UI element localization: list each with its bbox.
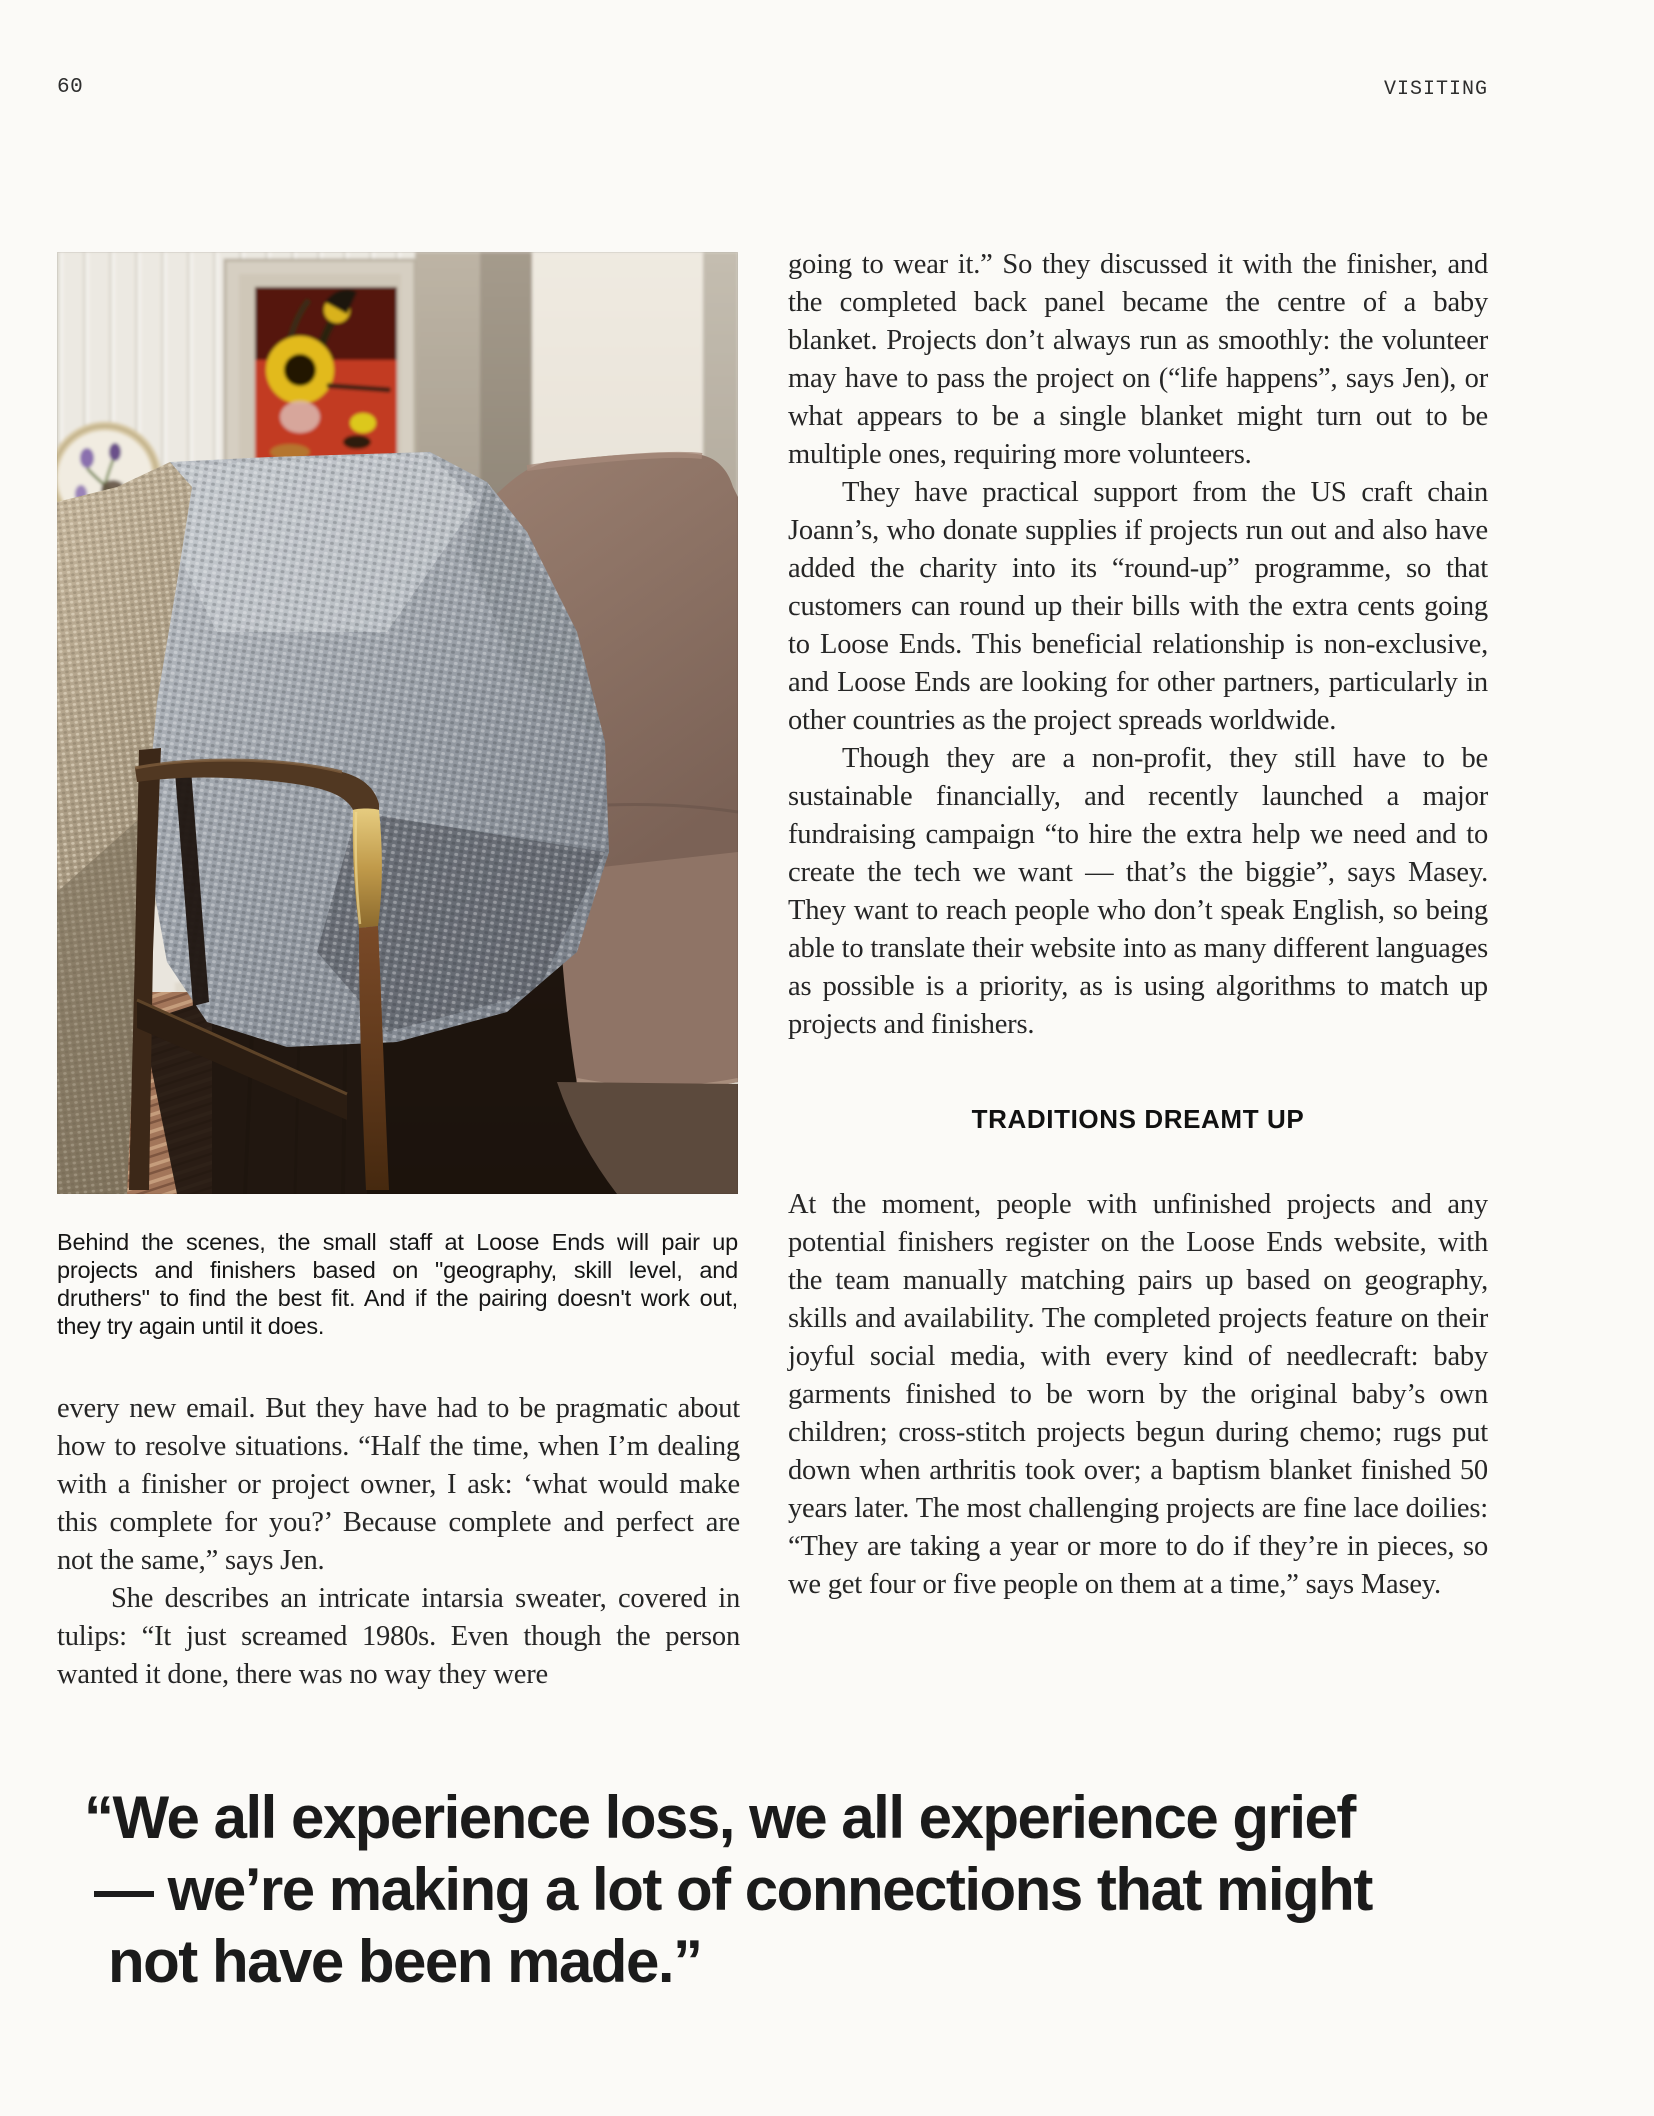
photo-caption: Behind the scenes, the small staff at Loose Ends will pair up projects and finishers based on "geography, skill level, and druthers" to find the best fit. And if the pairing doesn't work out, they try again until it does. (57, 1229, 738, 1339)
pull-quote-line: “We all experience loss, we all experience grief (84, 1784, 1355, 1851)
article-photo (57, 252, 738, 1194)
body-paragraph: At the moment, people with unfinished projects and any potential finishers register on the Loose Ends website, with the team manually matching pairs up based on geography, skills and availability. The completed projects feature on their joyful social media, with every kind of needlecraft: baby garments finished to be worn by the original baby’s own children; cross-stitch projects begun during chemo; rugs put down when arthritis took over; a baptism blanket finished 50 years later. The most challenging projects are fine lace doilies: “They are taking a year or more to do if they’re in pieces, so we get four or five people on them at a time,” says Masey. (788, 1189, 1488, 1600)
body-paragraph: every new email. But they have had to be pragmatic about how to resolve situations. “Half the time, when I’m dealing with a finisher or project owner, I ask: ‘what would make this complete for you?’ Because complete and perfect are not the same,” says Jen. (57, 1393, 740, 1576)
section-label: VISITING (1383, 78, 1488, 101)
left-text-column (57, 1390, 740, 1694)
body-paragraph: going to wear it.” So they discussed it with the finisher, and the completed back panel became the centre of a baby blanket. Projects don’t always run as smoothly: the volunteer may have to pass the project on (“life happens”, says Jen), or what appears to be a single blanket might turn out to be multiple ones, requiring more volunteers. (788, 249, 1488, 470)
right-text-column (788, 246, 1488, 1604)
body-paragraph: She describes an intricate intarsia sweater, covered in tulips: “It just screamed 1980s. Even though the person wanted it done, there was no way they were (57, 1583, 740, 1690)
body-paragraph: Though they are a non-profit, they still have to be sustainable financially, and recently launched a major fundraising campaign “to hire the extra help we need and to create the tech we want — that’s the biggie”, says Masey. They want to reach people who don’t speak English, so being able to translate their website into as many different languages as possible is a priority, as is using algorithms to match up projects and finishers. (788, 743, 1488, 1040)
page-number: 60 (57, 76, 84, 99)
pull-quote (84, 1782, 1624, 1998)
armchair-photo-illustration (57, 252, 738, 1194)
section-heading: TRADITIONS DREAMT UP (971, 1104, 1305, 1134)
body-paragraph: They have practical support from the US craft chain Joann’s, who donate supplies if projects run out and also have added the charity into its “round-up” programme, so that customers can round up their bills with the extra cents going to Loose Ends. This beneficial relationship is non-exclusive, and Loose Ends are looking for other partners, particularly in other countries as the project spreads worldwide. (788, 477, 1488, 736)
pull-quote-line: not have been made.” (108, 1928, 702, 1995)
pull-quote-line: — we’re making a lot of connections that might (94, 1856, 1372, 1923)
